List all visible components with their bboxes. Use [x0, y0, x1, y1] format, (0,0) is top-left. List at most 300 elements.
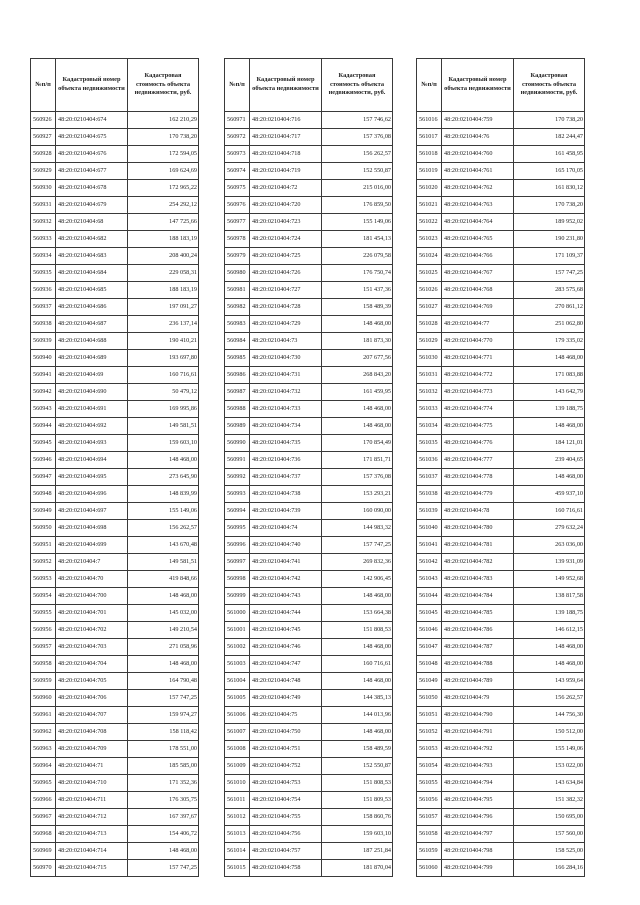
row-number: 560946 — [31, 452, 56, 469]
table-row — [225, 690, 393, 707]
table-row — [225, 282, 393, 299]
table-row — [31, 707, 199, 724]
cadastral-number: 48:20:0210404:769 — [442, 299, 514, 316]
cadastral-number: 48:20:0210404:741 — [250, 554, 322, 571]
table-row — [417, 367, 585, 384]
cadastral-number: 48:20:0210404:691 — [56, 401, 128, 418]
cadastral-number: 48:20:0210404:699 — [56, 537, 128, 554]
cadastral-value: 149 581,51 — [128, 418, 199, 435]
cadastral-value: 160 716,61 — [128, 367, 199, 384]
cadastral-number: 48:20:0210404:767 — [442, 265, 514, 282]
row-number: 560992 — [225, 469, 250, 486]
cadastral-value: 187 251,84 — [322, 843, 393, 860]
cadastral-value: 165 170,05 — [514, 163, 585, 180]
cadastral-number: 48:20:0210404:726 — [250, 265, 322, 282]
cadastral-value: 148 468,00 — [322, 724, 393, 741]
table-row — [31, 809, 199, 826]
table-row — [417, 860, 585, 877]
table-row — [225, 163, 393, 180]
table-row — [31, 554, 199, 571]
row-number: 560937 — [31, 299, 56, 316]
table-row — [417, 741, 585, 758]
cadastral-value: 150 512,00 — [514, 724, 585, 741]
table-row — [225, 248, 393, 265]
table-row — [417, 197, 585, 214]
cadastral-value: 148 468,00 — [514, 350, 585, 367]
table-row — [225, 758, 393, 775]
cadastral-number: 48:20:0210404:761 — [442, 163, 514, 180]
cadastral-value: 157 376,08 — [322, 129, 393, 146]
cadastral-number: 48:20:0210404:704 — [56, 656, 128, 673]
cadastral-value: 50 479,12 — [128, 384, 199, 401]
cadastral-value: 146 612,15 — [514, 622, 585, 639]
cadastral-number: 48:20:0210404:778 — [442, 469, 514, 486]
row-number: 560975 — [225, 180, 250, 197]
cadastral-number: 48:20:0210404:734 — [250, 418, 322, 435]
row-number: 561011 — [225, 792, 250, 809]
table-row — [417, 486, 585, 503]
table-row — [225, 843, 393, 860]
row-number: 561044 — [417, 588, 442, 605]
row-number: 561048 — [417, 656, 442, 673]
table-row — [417, 622, 585, 639]
table-row — [417, 401, 585, 418]
row-number: 561055 — [417, 775, 442, 792]
cadastral-number: 48:20:0210404:676 — [56, 146, 128, 163]
cadastral-number: 48:20:0210404:683 — [56, 248, 128, 265]
cadastral-number: 48:20:0210404:781 — [442, 537, 514, 554]
table-row — [417, 350, 585, 367]
table-row — [417, 163, 585, 180]
row-number: 561008 — [225, 741, 250, 758]
table-row — [31, 843, 199, 860]
table-row — [417, 418, 585, 435]
cadastral-value: 148 468,00 — [128, 452, 199, 469]
cadastral-value: 143 642,79 — [514, 384, 585, 401]
cadastral-value: 144 983,32 — [322, 520, 393, 537]
table-row — [31, 333, 199, 350]
cadastral-value: 158 118,42 — [128, 724, 199, 741]
cadastral-number: 48:20:0210404:768 — [442, 282, 514, 299]
cadastral-number: 48:20:0210404:736 — [250, 452, 322, 469]
table-row — [225, 112, 393, 129]
row-number: 561049 — [417, 673, 442, 690]
table-row — [31, 299, 199, 316]
cadastral-value: 155 149,06 — [514, 741, 585, 758]
table-row — [225, 537, 393, 554]
cadastral-number: 48:20:0210404:707 — [56, 707, 128, 724]
row-number: 560954 — [31, 588, 56, 605]
cadastral-number: 48:20:0210404:759 — [442, 112, 514, 129]
row-number: 560927 — [31, 129, 56, 146]
table-row — [417, 792, 585, 809]
row-number: 560994 — [225, 503, 250, 520]
row-number: 561047 — [417, 639, 442, 656]
cadastral-value: 161 458,95 — [514, 146, 585, 163]
row-number: 561042 — [417, 554, 442, 571]
row-number: 561032 — [417, 384, 442, 401]
cadastral-number: 48:20:0210404:698 — [56, 520, 128, 537]
cadastral-value: 283 575,68 — [514, 282, 585, 299]
cadastral-number: 48:20:0210404:740 — [250, 537, 322, 554]
row-number: 560981 — [225, 282, 250, 299]
cadastral-number: 48:20:0210404:686 — [56, 299, 128, 316]
row-number: 560971 — [225, 112, 250, 129]
cadastral-number: 48:20:0210404:797 — [442, 826, 514, 843]
cadastral-value: 148 468,00 — [514, 418, 585, 435]
table-row — [225, 486, 393, 503]
cadastral-value: 156 262,57 — [128, 520, 199, 537]
row-number: 561060 — [417, 860, 442, 877]
table-row — [225, 588, 393, 605]
row-number: 560996 — [225, 537, 250, 554]
cadastral-value: 197 091,27 — [128, 299, 199, 316]
table-row — [31, 248, 199, 265]
table-row — [31, 639, 199, 656]
table-row — [225, 792, 393, 809]
cadastral-number: 48:20:0210404:717 — [250, 129, 322, 146]
cadastral-value: 148 468,00 — [128, 656, 199, 673]
cadastral-value: 271 058,96 — [128, 639, 199, 656]
cadastral-number: 48:20:0210404:76 — [442, 129, 514, 146]
table-row — [31, 384, 199, 401]
table-row — [31, 197, 199, 214]
row-number: 560951 — [31, 537, 56, 554]
cadastral-number: 48:20:0210404:710 — [56, 775, 128, 792]
row-number: 561045 — [417, 605, 442, 622]
cadastral-number: 48:20:0210404:742 — [250, 571, 322, 588]
table-row — [31, 163, 199, 180]
cadastral-value: 148 468,00 — [514, 469, 585, 486]
cadastral-value: 143 959,64 — [514, 673, 585, 690]
cadastral-number: 48:20:0210404:763 — [442, 197, 514, 214]
row-number: 561028 — [417, 316, 442, 333]
cadastral-number: 48:20:0210404:738 — [250, 486, 322, 503]
table-row — [225, 350, 393, 367]
cadastral-number: 48:20:0210404:795 — [442, 792, 514, 809]
cadastral-value: 144 385,13 — [322, 690, 393, 707]
table-row — [417, 639, 585, 656]
cadastral-number: 48:20:0210404:677 — [56, 163, 128, 180]
table-row — [31, 129, 199, 146]
row-number: 560940 — [31, 350, 56, 367]
cadastral-value: 156 262,57 — [322, 146, 393, 163]
header-row — [417, 59, 585, 112]
cadastral-number: 48:20:0210404:782 — [442, 554, 514, 571]
cadastral-number: 48:20:0210404:718 — [250, 146, 322, 163]
cadastral-number: 48:20:0210404:716 — [250, 112, 322, 129]
row-number: 561004 — [225, 673, 250, 690]
cadastral-number: 48:20:0210404:674 — [56, 112, 128, 129]
cadastral-value: 193 697,80 — [128, 350, 199, 367]
cadastral-number: 48:20:0210404:753 — [250, 775, 322, 792]
row-number: 560948 — [31, 486, 56, 503]
cadastral-value: 167 397,67 — [128, 809, 199, 826]
cadastral-number: 48:20:0210404:758 — [250, 860, 322, 877]
row-number: 560964 — [31, 758, 56, 775]
cadastral-number: 48:20:0210404:675 — [56, 129, 128, 146]
cadastral-value: 190 231,80 — [514, 231, 585, 248]
cadastral-value: 143 670,48 — [128, 537, 199, 554]
cadastral-value: 158 489,39 — [322, 299, 393, 316]
cadastral-number: 48:20:0210404:775 — [442, 418, 514, 435]
row-number: 560983 — [225, 316, 250, 333]
row-number: 561029 — [417, 333, 442, 350]
cadastral-number: 48:20:0210404:714 — [56, 843, 128, 860]
cadastral-number: 48:20:0210404:745 — [250, 622, 322, 639]
cadastral-table-1 — [30, 58, 199, 877]
table-row — [31, 418, 199, 435]
cadastral-value: 171 352,36 — [128, 775, 199, 792]
table-row — [417, 384, 585, 401]
cadastral-number: 48:20:0210404:7 — [56, 554, 128, 571]
cadastral-value: 176 750,74 — [322, 265, 393, 282]
cadastral-value: 148 468,00 — [322, 673, 393, 690]
table-row — [31, 622, 199, 639]
table-row — [31, 741, 199, 758]
row-number: 561003 — [225, 656, 250, 673]
table-row — [225, 639, 393, 656]
row-number: 560943 — [31, 401, 56, 418]
cadastral-number: 48:20:0210404:725 — [250, 248, 322, 265]
table-row — [417, 809, 585, 826]
row-number: 560995 — [225, 520, 250, 537]
row-number: 560941 — [31, 367, 56, 384]
cadastral-number: 48:20:0210404:790 — [442, 707, 514, 724]
cadastral-value: 171 109,37 — [514, 248, 585, 265]
row-number: 560991 — [225, 452, 250, 469]
cadastral-value: 157 560,00 — [514, 826, 585, 843]
cadastral-value: 208 400,24 — [128, 248, 199, 265]
cadastral-value: 148 468,00 — [322, 639, 393, 656]
row-number: 561039 — [417, 503, 442, 520]
table-row — [225, 384, 393, 401]
row-number: 560931 — [31, 197, 56, 214]
table-row — [31, 231, 199, 248]
row-number: 561037 — [417, 469, 442, 486]
table-row — [225, 129, 393, 146]
row-number: 561057 — [417, 809, 442, 826]
cadastral-value: 149 581,51 — [128, 554, 199, 571]
row-number: 560959 — [31, 673, 56, 690]
table-row — [417, 775, 585, 792]
table-row — [31, 605, 199, 622]
cadastral-number: 48:20:0210404:685 — [56, 282, 128, 299]
row-number: 560958 — [31, 656, 56, 673]
cadastral-value: 158 489,59 — [322, 741, 393, 758]
cadastral-value: 279 632,24 — [514, 520, 585, 537]
cadastral-value: 159 974,27 — [128, 707, 199, 724]
table-row — [225, 673, 393, 690]
cadastral-value: 143 634,84 — [514, 775, 585, 792]
table-row — [225, 401, 393, 418]
table-row — [31, 214, 199, 231]
cadastral-number: 48:20:0210404:709 — [56, 741, 128, 758]
cadastral-value: 148 839,99 — [128, 486, 199, 503]
table-row — [31, 316, 199, 333]
row-number: 561046 — [417, 622, 442, 639]
cadastral-value: 189 952,02 — [514, 214, 585, 231]
row-number: 560928 — [31, 146, 56, 163]
row-number: 561040 — [417, 520, 442, 537]
cadastral-number: 48:20:0210404:788 — [442, 656, 514, 673]
row-number: 561006 — [225, 707, 250, 724]
cadastral-number: 48:20:0210404:706 — [56, 690, 128, 707]
row-number: 561019 — [417, 163, 442, 180]
table-row — [31, 860, 199, 877]
cadastral-value: 144 013,96 — [322, 707, 393, 724]
cadastral-value: 270 861,12 — [514, 299, 585, 316]
table-row — [417, 282, 585, 299]
row-number: 560936 — [31, 282, 56, 299]
cadastral-value: 157 747,25 — [322, 537, 393, 554]
cadastral-number: 48:20:0210404:74 — [250, 520, 322, 537]
cadastral-number: 48:20:0210404:689 — [56, 350, 128, 367]
cadastral-number: 48:20:0210404:712 — [56, 809, 128, 826]
row-number: 560984 — [225, 333, 250, 350]
cadastral-value: 144 756,30 — [514, 707, 585, 724]
row-number: 561041 — [417, 537, 442, 554]
cadastral-number: 48:20:0210404:746 — [250, 639, 322, 656]
cadastral-value: 162 210,29 — [128, 112, 199, 129]
cadastral-number: 48:20:0210404:73 — [250, 333, 322, 350]
cadastral-value: 188 183,19 — [128, 231, 199, 248]
cadastral-value: 160 716,61 — [514, 503, 585, 520]
row-number: 561054 — [417, 758, 442, 775]
cadastral-value: 160 090,00 — [322, 503, 393, 520]
cadastral-value: 184 121,01 — [514, 435, 585, 452]
row-number: 560977 — [225, 214, 250, 231]
cadastral-value: 169 995,86 — [128, 401, 199, 418]
cadastral-number: 48:20:0210404:764 — [442, 214, 514, 231]
cadastral-value: 268 843,20 — [322, 367, 393, 384]
table-row — [31, 503, 199, 520]
row-number: 560989 — [225, 418, 250, 435]
cadastral-number: 48:20:0210404:687 — [56, 316, 128, 333]
row-number: 561018 — [417, 146, 442, 163]
table-row — [31, 690, 199, 707]
row-number: 561007 — [225, 724, 250, 741]
row-number: 561050 — [417, 690, 442, 707]
cadastral-value: 159 603,10 — [128, 435, 199, 452]
cadastral-value: 157 746,62 — [322, 112, 393, 129]
row-number: 561038 — [417, 486, 442, 503]
cadastral-number: 48:20:0210404:78 — [442, 503, 514, 520]
row-number: 561052 — [417, 724, 442, 741]
cadastral-number: 48:20:0210404:68 — [56, 214, 128, 231]
cadastral-number: 48:20:0210404:780 — [442, 520, 514, 537]
table-row — [31, 588, 199, 605]
row-number: 560960 — [31, 690, 56, 707]
table-row — [417, 758, 585, 775]
table-row — [225, 265, 393, 282]
row-number: 560993 — [225, 486, 250, 503]
cadastral-value: 151 437,36 — [322, 282, 393, 299]
table-row — [417, 588, 585, 605]
cadastral-number: 48:20:0210404:701 — [56, 605, 128, 622]
cadastral-value: 139 931,09 — [514, 554, 585, 571]
table-row — [417, 537, 585, 554]
header-row — [225, 59, 393, 112]
cadastral-value: 148 468,00 — [322, 418, 393, 435]
cadastral-number: 48:20:0210404:688 — [56, 333, 128, 350]
cadastral-number: 48:20:0210404:693 — [56, 435, 128, 452]
header-cadastral-value: Кадастровая стоимость объекта недвижимости, руб. — [128, 59, 199, 112]
row-number: 561051 — [417, 707, 442, 724]
cadastral-number: 48:20:0210404:762 — [442, 180, 514, 197]
table-row — [417, 180, 585, 197]
table-row — [417, 605, 585, 622]
cadastral-number: 48:20:0210404:678 — [56, 180, 128, 197]
row-number: 561036 — [417, 452, 442, 469]
row-number: 560990 — [225, 435, 250, 452]
cadastral-value: 215 016,00 — [322, 180, 393, 197]
row-number: 561020 — [417, 180, 442, 197]
cadastral-value: 176 859,50 — [322, 197, 393, 214]
table-row — [225, 605, 393, 622]
cadastral-value: 171 083,88 — [514, 367, 585, 384]
header-number: №п/п — [31, 59, 56, 112]
cadastral-number: 48:20:0210404:766 — [442, 248, 514, 265]
cadastral-number: 48:20:0210404:785 — [442, 605, 514, 622]
cadastral-value: 156 262,57 — [514, 690, 585, 707]
row-number: 560942 — [31, 384, 56, 401]
cadastral-number: 48:20:0210404:793 — [442, 758, 514, 775]
row-number: 560947 — [31, 469, 56, 486]
table-row — [31, 367, 199, 384]
cadastral-number: 48:20:0210404:760 — [442, 146, 514, 163]
row-number: 560950 — [31, 520, 56, 537]
cadastral-number: 48:20:0210404:737 — [250, 469, 322, 486]
cadastral-value: 171 851,71 — [322, 452, 393, 469]
row-number: 560963 — [31, 741, 56, 758]
row-number: 560965 — [31, 775, 56, 792]
table-row — [417, 316, 585, 333]
cadastral-value: 172 594,05 — [128, 146, 199, 163]
cadastral-number: 48:20:0210404:789 — [442, 673, 514, 690]
table-row — [225, 146, 393, 163]
table-row — [417, 435, 585, 452]
cadastral-value: 419 848,66 — [128, 571, 199, 588]
cadastral-number: 48:20:0210404:728 — [250, 299, 322, 316]
cadastral-number: 48:20:0210404:776 — [442, 435, 514, 452]
table-row — [225, 333, 393, 350]
cadastral-number: 48:20:0210404:792 — [442, 741, 514, 758]
cadastral-value: 147 725,66 — [128, 214, 199, 231]
cadastral-value: 152 550,87 — [322, 758, 393, 775]
cadastral-number: 48:20:0210404:784 — [442, 588, 514, 605]
cadastral-number: 48:20:0210404:719 — [250, 163, 322, 180]
table-row — [225, 622, 393, 639]
cadastral-number: 48:20:0210404:733 — [250, 401, 322, 418]
row-number: 560988 — [225, 401, 250, 418]
cadastral-value: 151 382,32 — [514, 792, 585, 809]
table-row — [225, 809, 393, 826]
row-number: 561009 — [225, 758, 250, 775]
table-row — [225, 435, 393, 452]
row-number: 560974 — [225, 163, 250, 180]
cadastral-number: 48:20:0210404:70 — [56, 571, 128, 588]
cadastral-number: 48:20:0210404:75 — [250, 707, 322, 724]
cadastral-number: 48:20:0210404:735 — [250, 435, 322, 452]
cadastral-number: 48:20:0210404:744 — [250, 605, 322, 622]
table-row — [225, 860, 393, 877]
table-row — [31, 112, 199, 129]
cadastral-value: 161 830,12 — [514, 180, 585, 197]
cadastral-number: 48:20:0210404:754 — [250, 792, 322, 809]
table-row — [225, 299, 393, 316]
row-number: 561056 — [417, 792, 442, 809]
